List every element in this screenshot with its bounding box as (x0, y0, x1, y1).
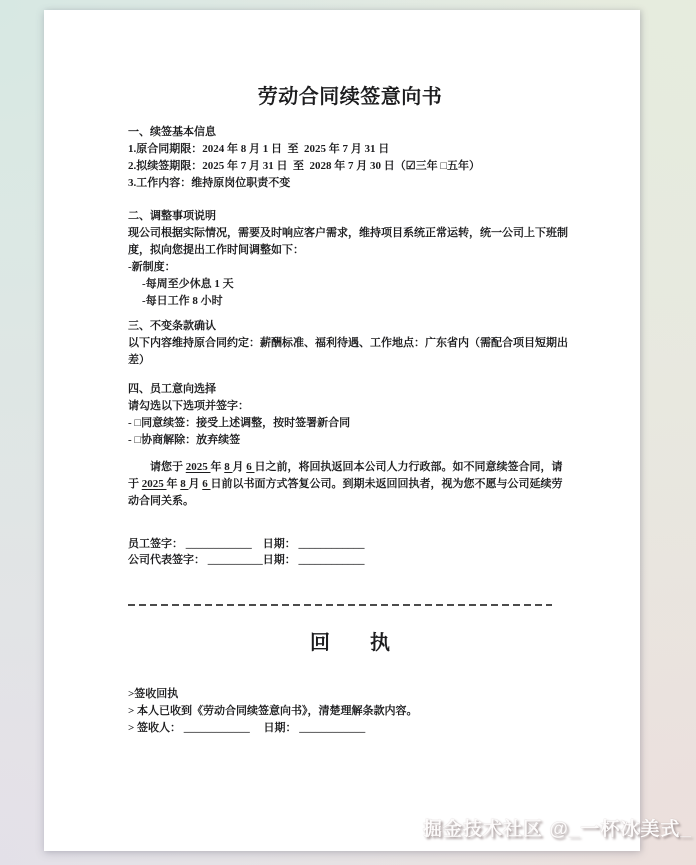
policy-item-rest: -每周至少休息 1 天 (142, 278, 234, 290)
section-heading: 一、续签基本信息 (128, 126, 216, 138)
date-label: 日期： (262, 554, 296, 566)
checkbox-unchecked-icon: □ (134, 434, 142, 446)
date-line: ____________ (295, 554, 365, 566)
section-heading: 四、员工意向选择 (128, 383, 216, 395)
checkbox-checked-icon: ☑ (405, 160, 416, 172)
watermark: 掘金技术社区 @_一杯冰美式_ (423, 819, 692, 840)
receipt-signee-row (128, 720, 572, 737)
unchanged-terms-paragraph: 以下内容维持原合同约定：薪酬标准、福利待遇、工作地点：广东省内（需配合项目短期出差） (128, 337, 568, 366)
signature-line: ____________ (183, 538, 252, 550)
document-page (44, 10, 640, 851)
section-heading: 三、不变条款确认 (128, 320, 216, 332)
checkbox-unchecked-icon: □ (440, 160, 448, 172)
receipt-section (128, 686, 572, 737)
renewal-term-text: 2.拟续签期限：2025 年 7 月 31 日 至 2028 年 7 月 30 日（ (128, 160, 406, 172)
employee-signature-row (128, 536, 572, 552)
policy-item-hours: -每日工作 8 小时 (142, 295, 223, 307)
signee-label: > 签收人： (128, 722, 182, 734)
return-notice-paragraph: 请您于 2025 年 8 月 6 日之前，将回执返回本公司人力行政部。如不同意续签合同，请于 2025 年 8 月 6 日前以书面方式答复公司。到期未返回回执者，视为您不愿与公司延续劳动合同关系。 (128, 461, 563, 507)
company-signature-row (128, 552, 572, 568)
section-employee-choice (128, 381, 572, 449)
date-line: ____________ (295, 538, 365, 550)
three-year-label: 三年 (415, 160, 441, 172)
employee-signature-label: 员工签字： (128, 538, 183, 550)
signature-block (128, 536, 572, 568)
section-adjustment (128, 208, 572, 310)
receipt-heading: >签收回执 (128, 688, 179, 700)
option-terminate (128, 432, 572, 449)
receipt-title: 回 执 (310, 632, 390, 654)
dashed-divider (128, 604, 552, 606)
section-basic-info (128, 124, 572, 192)
option-agree-label: 同意续签：接受上述调整，按时签署新合同 (141, 417, 351, 429)
original-contract-term-line: 1.原合同期限：2024 年 8 月 1 日 至 2025 年 7 月 31 日 (128, 143, 390, 155)
five-year-label: 五年） (447, 160, 481, 172)
date-label: 日期： (251, 538, 296, 550)
option-dash: - (128, 434, 135, 446)
option-terminate-label: 协商解除：放弃续签 (141, 434, 241, 446)
document-content (128, 84, 572, 737)
option-dash: - (128, 417, 135, 429)
checkbox-unchecked-icon: □ (134, 417, 142, 429)
new-policy-label: -新制度： (128, 261, 176, 273)
work-content-line: 3.工作内容：维持原岗位职责不变 (128, 177, 291, 189)
receipt-acknowledgement-line: > 本人已收到《劳动合同续签意向书》，清楚理解条款内容。 (128, 705, 418, 717)
date-label: 日期： (249, 722, 297, 734)
company-signature-label: 公司代表签字： (128, 554, 205, 566)
date-line: ____________ (296, 722, 366, 734)
signature-line: __________ (205, 554, 263, 566)
option-agree-renewal (128, 415, 572, 432)
section-unchanged-terms (128, 318, 572, 369)
renewal-term-line (128, 158, 572, 175)
signature-line: ____________ (181, 722, 250, 734)
section-heading: 二、调整事项说明 (128, 210, 216, 222)
document-title: 劳动合同续签意向书 (257, 86, 443, 108)
choice-intro: 请勾选以下选项并签字： (128, 400, 249, 412)
adjustment-paragraph: 现公司根据实际情况，需要及时响应客户需求，维持项目系统正常运转，统一公司上下班制度，拟向您提出工作时间调整如下： (128, 227, 568, 256)
